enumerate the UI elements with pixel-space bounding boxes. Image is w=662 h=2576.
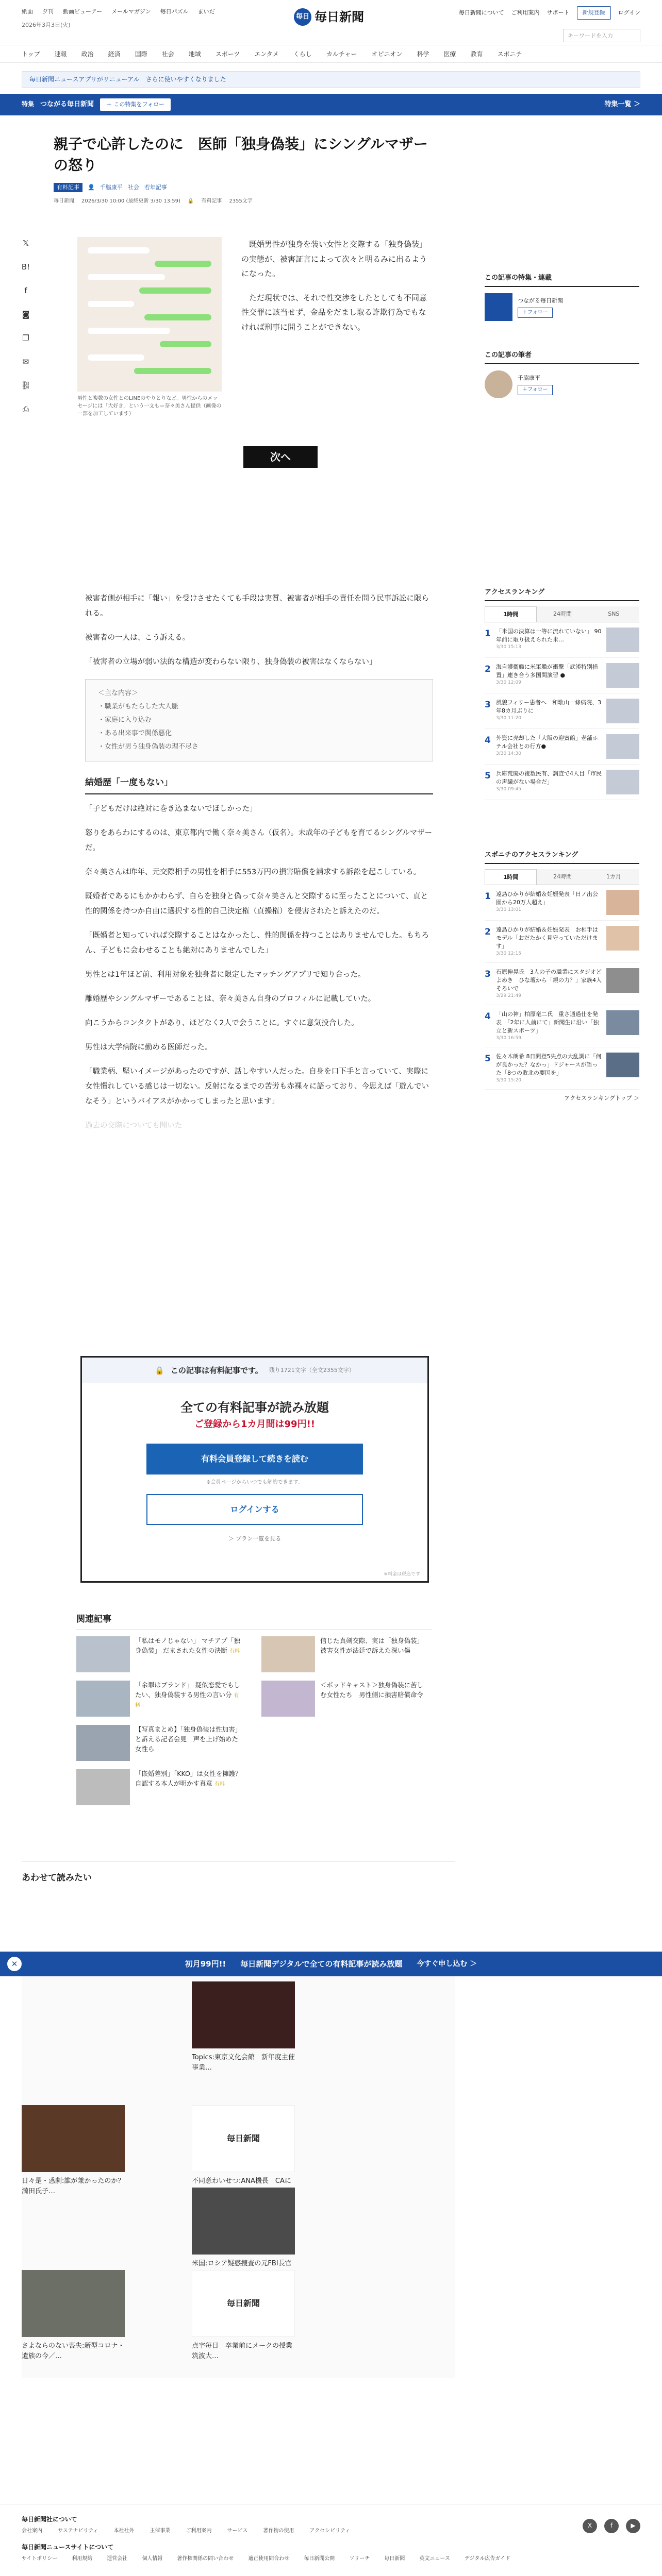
article-figure (77, 237, 222, 418)
article-body (85, 591, 433, 1143)
footer-link[interactable]: 毎日新聞 (384, 2556, 405, 2562)
series-list-link[interactable]: 特集一覧 ＞ (604, 100, 640, 108)
author-name: 千脇康平 (518, 375, 540, 381)
facebook-icon[interactable]: f (604, 2519, 619, 2533)
sidebar-author-title: この記事の筆者 (485, 350, 639, 364)
login-link[interactable]: ログイン (618, 9, 640, 16)
paywall-note: ※会員ページからいつでも解約できます。 (206, 1480, 303, 1486)
rank-time: 3/30 15:20 (496, 1077, 522, 1083)
rank-number: 1 (485, 891, 491, 902)
author-avatar (485, 370, 512, 398)
nav-item[interactable]: 地域 (188, 50, 201, 58)
body-paragraph: 被害者の一人は、こう訴える。 (85, 634, 190, 642)
sidebar-feature (485, 273, 639, 321)
rank-thumb (606, 968, 639, 993)
nav-item[interactable]: くらし (293, 50, 312, 58)
rank-time: 3/30 16:59 (496, 1035, 522, 1041)
body-paragraph: 「既婚者と知っていれば交際することはなかったし、性的関係を持つことはありませんでした。もちろん、子どもに会わせることも絶対にありませんでした」 (85, 931, 429, 955)
rec-title: 米国:ロシア疑惑捜査の元FBI長官 (192, 2260, 292, 2267)
section-heading: 結婚歴「一度もない」 (85, 774, 433, 794)
paid-badge: 有料記事 (54, 183, 82, 192)
global-nav (22, 49, 522, 59)
tab-1h[interactable]: 1時間 (485, 606, 537, 622)
body-paragraph: 「被害者の立場が弱い法的な構造が変わらない限り、独身偽装の被害はなくならない」 (85, 658, 377, 666)
category-link[interactable]: 若年記事 (144, 184, 167, 191)
nav-item[interactable]: 社会 (161, 50, 174, 58)
footer-link[interactable]: デジタル広告ガイド (464, 2556, 510, 2562)
footer-links (22, 2555, 510, 2563)
header-link[interactable]: 毎日新聞について (458, 9, 504, 16)
top-links (22, 7, 215, 16)
rank-thumb (606, 926, 639, 951)
rec-card[interactable] (22, 2270, 125, 2362)
top-link[interactable]: メールマガジン (111, 8, 151, 15)
lock-badge: 有料 (214, 1781, 225, 1787)
footer-social (583, 2519, 640, 2533)
lock-badge: 有料 (135, 1692, 239, 1708)
footer-link[interactable]: 主催事業 (150, 2528, 171, 2534)
rec-title: 日々是・惑劇:誰が兼かったのか？満田氏子… (22, 2177, 125, 2196)
header-right (459, 6, 640, 20)
related-articles (76, 1613, 432, 1805)
footer-link[interactable]: サイトポリシー (22, 2556, 58, 2562)
related-item[interactable] (76, 1769, 247, 1805)
mail-icon[interactable]: ✉ (22, 357, 29, 366)
related-item[interactable] (76, 1636, 247, 1672)
series-follow-button[interactable]: ＋ この特集をフォロー (100, 98, 171, 111)
rec-title: 点字毎日 卒業前にメークの授業 筑波大… (192, 2342, 300, 2361)
nav-item[interactable]: スポニチ (497, 50, 522, 58)
article-meta (54, 183, 430, 192)
ranking-item[interactable] (485, 693, 639, 729)
lock-badge: 有料 (229, 1648, 240, 1654)
promo-apply-button[interactable]: 今すぐ申し込む ＞ (417, 1959, 477, 1968)
rank-number: 5 (485, 1053, 491, 1064)
footer-link[interactable]: 利用規約 (72, 2556, 93, 2562)
published-time: 2026/3/30 10:00 (最終更新 3/30 13:59) (81, 198, 180, 204)
paywall-remaining: 残り1721文字（全文2355文字） (269, 1367, 355, 1374)
register-button[interactable]: 新規登録 (577, 6, 611, 20)
rank-number: 5 (485, 771, 491, 782)
footer-link[interactable]: ソリーチ (349, 2556, 370, 2562)
ranking-item[interactable] (485, 1005, 639, 1047)
plan-list-link[interactable]: ＞ プラン一覧を見る (228, 1535, 282, 1543)
related-text: 信じた真剣交際、実は「独身偽装」 被害女性が法廷で訴えた深い傷 (320, 1637, 427, 1654)
ranking2-tabs (485, 869, 639, 886)
related-thumb (76, 1725, 130, 1761)
app-notice-banner[interactable]: 毎日新聞ニュースアプリがリニューアル さらに使いやすくなりました (22, 71, 640, 88)
promo-text: 毎日新聞デジタルで全ての有料記事が読み放題 (240, 1959, 403, 1969)
facebook-share-icon[interactable]: f (24, 286, 27, 295)
header-date: 2026年3月3日(火) (22, 22, 71, 28)
tab-1m[interactable]: 1カ月 (588, 869, 639, 885)
footer-link[interactable]: 英文ニュース (419, 2556, 450, 2562)
paywall-box (80, 1356, 429, 1583)
rank-time: 3/29 21:49 (496, 993, 522, 999)
footer-link[interactable]: ご利用案内 (186, 2528, 212, 2534)
rank-text: 石原伸晃氏 3人の子の職業にスタジオどよめき ひな壇から「親の力？」家族4人そろいで (496, 969, 602, 992)
nav-item[interactable]: 国際 (135, 50, 147, 58)
series-tag: 特集 (22, 100, 35, 108)
author-icon: 👤 (88, 184, 95, 191)
ranking-item[interactable] (485, 765, 639, 800)
footer-links (22, 2527, 350, 2535)
footer-link[interactable]: 適正使用問合わせ (248, 2556, 290, 2562)
footer-link[interactable]: サービス (227, 2528, 248, 2534)
footer-section-title: 毎日新聞社について (22, 2516, 77, 2523)
rec-logo-image: 毎日新聞 (192, 2270, 295, 2337)
related-item[interactable] (76, 1725, 247, 1761)
related-text: 「私はモノじゃない」 マチアプ「独身偽装」 だまされた女性の決断 (135, 1637, 240, 1654)
article-meta-secondary (54, 197, 430, 206)
related-item[interactable] (261, 1681, 432, 1717)
line-chat-image[interactable] (77, 237, 222, 392)
nav-item[interactable]: 教育 (470, 50, 483, 58)
related-thumb (261, 1636, 315, 1672)
top-link[interactable]: 紙面 (22, 8, 33, 15)
promo-price: 初月99円!! (185, 1959, 226, 1969)
body-paragraph: 「職業柄、堅いイメージがあったのですが、話しやすい人だった。自身を口下手と言っていて、実際に女性慣れしている感じは一切ない。反射になるまでの苦労も赤裸々に語っており、今思えば「遊んでいなそう」というバイアスがかかってしまったと思います」 (85, 1067, 429, 1106)
body-paragraph: 既婚者であるにもかかわらず、自らを独身と偽って奈々美さんと交際するに至ったことについて、貞と性的関係を持つか自由に選択する性的自己決定権（貞操権）を侵害されたと訴えたのだ。 (85, 892, 428, 916)
rank-time: 3/30 11:20 (496, 716, 522, 721)
rec-image (192, 1981, 295, 2048)
footer-link[interactable]: 運営会社 (107, 2556, 128, 2562)
article-lead (241, 237, 429, 344)
toc-title: ＜主な内容＞ (98, 689, 139, 697)
article-header (54, 134, 430, 206)
rank-text: 遠島ひかりが結婚＆妊娠発表「日ノ出公園から20万人超え」 (496, 891, 598, 906)
author-card[interactable] (485, 370, 639, 398)
rank-text: 遠島ひかりが結婚＆妊娠発表 お相手はモデル「おだたかく見守っていただけます」 (496, 926, 598, 950)
top-link[interactable]: まいだ (197, 8, 215, 15)
rank-text: 「山の神」柏原竜二氏 重さ通過仕を発表 「2年に人前にて」新聞生に沿い「独立と新スポーツ」 (496, 1011, 599, 1034)
promo-bar (0, 1952, 662, 1976)
related-text: ＜ポッドキャスト＞独身偽装に苦しむ女性たち 男性側に損害賠償命令 (320, 1681, 424, 1699)
ranking-item[interactable] (485, 921, 639, 963)
rank-thumb (606, 1053, 639, 1077)
related-item[interactable] (261, 1636, 432, 1672)
body-paragraph: 男性は大学病院に勤める医師だった。 (85, 1043, 212, 1052)
rank-number: 2 (485, 664, 491, 675)
rank-thumb (606, 770, 639, 794)
footer-link[interactable]: サステナビリティ (58, 2528, 98, 2534)
rec-title: Topics:東京文化会館 新年度主催事業… (192, 2054, 295, 2072)
print-icon[interactable]: ⎙ (22, 404, 29, 414)
feature-name: つながる毎日新聞 (518, 297, 563, 304)
related-text: 「余罪はブランド」 疑似恋愛でもしたい、独身偽装する男性の言い分 (135, 1681, 240, 1699)
nav-item[interactable]: 政治 (81, 50, 94, 58)
nav-item[interactable]: カルチャー (326, 50, 357, 58)
rank-text: 佐々木朗希 8日間登5失点の大乱調に「何が良かった？なかっ」ドジャースが語った「8つの敗北の要因を」 (496, 1053, 602, 1076)
paywall-login-button[interactable]: ログインする (146, 1494, 363, 1525)
rec-image (192, 2188, 295, 2255)
rank-number: 4 (485, 735, 491, 746)
rec-card[interactable] (22, 2105, 125, 2197)
also-read-title: あわせて読みたい (22, 1873, 92, 1883)
nav-item[interactable]: トップ (22, 50, 40, 58)
related-thumb (261, 1681, 315, 1717)
rank-number: 2 (485, 927, 491, 938)
footer-link[interactable]: 個人情報 (142, 2556, 163, 2562)
toc-item[interactable]: ・ある出来事で関係悪化 (98, 730, 172, 737)
body-paragraph: 向こうからコンタクトがあり、ほどなく2人で会うことに。すぐに意気投合した。 (85, 1019, 359, 1027)
rank-text: 兵庫荒廃の複数民有、調査で4人目「市民の声繊がない場合だ」 (496, 770, 602, 786)
bookmark-icon[interactable]: ❐ (22, 333, 29, 343)
ranking-item[interactable] (485, 885, 639, 921)
rank-thumb (606, 890, 639, 915)
rank-text: 海自護衛艦に米軍艦が衝撃「武漢特別措置」連き合う多国間演習 ● (496, 664, 598, 679)
x-share-icon[interactable]: 𝕏 (22, 239, 29, 248)
rank-time: 3/30 12:15 (496, 951, 522, 957)
figure-caption: 男性と複数の女性とのLINEのやりとりなど。男性からのメッセージには「大好き」という一文も＝奈々美さん提供（画像の一部を加工しています） (77, 396, 222, 417)
nav-item[interactable]: 医療 (443, 50, 456, 58)
ranking-item[interactable] (485, 622, 639, 658)
ranking-more-link[interactable]: アクセスランキングトップ ＞ (564, 1094, 639, 1101)
tab-1h[interactable]: 1時間 (485, 869, 537, 885)
footer-link[interactable]: 会社案内 (22, 2528, 42, 2534)
footer-link[interactable]: 本社社外 (113, 2528, 135, 2534)
top-link[interactable]: 動画ビューアー (63, 8, 103, 15)
line-share-icon[interactable]: ◙ (22, 310, 30, 319)
tab-sns[interactable]: SNS (588, 606, 639, 622)
related-thumb (76, 1769, 130, 1805)
top-link[interactable]: 毎日パズル (160, 8, 189, 15)
nav-item[interactable]: 速報 (54, 50, 67, 58)
article-title: 親子で心許したのに 医師「独身偽装」にシングルマザーの怒り (54, 135, 428, 174)
sponichi-ranking (485, 850, 639, 1103)
ranking-tabs (485, 606, 639, 623)
rec-title: 不同意わいせつ:ANA機長 CAに (192, 2177, 291, 2185)
access-ranking (485, 587, 639, 800)
header-link[interactable]: サポート (547, 9, 570, 16)
hatena-share-icon[interactable]: B! (21, 262, 30, 272)
global-nav-bar (0, 45, 662, 63)
tab-24h[interactable]: 24時間 (537, 606, 588, 622)
series-name[interactable]: つながる毎日新聞 (40, 100, 94, 108)
logo-text: 毎日新聞 (315, 9, 364, 24)
toc-item[interactable]: ・女性が男う独身偽装の理不尽さ (98, 743, 199, 751)
footer-section-title: 毎日新聞ニュースサイトについて (22, 2544, 114, 2551)
logo-mark: 毎日 (294, 8, 311, 26)
rank-thumb (606, 734, 639, 759)
body-paragraph: 男性とは1年ほど前、利用対象を独身者に限定したマッチングアプリで知り合った。 (85, 971, 366, 979)
rank-thumb (606, 1010, 639, 1035)
lock-icon: 🔒 (155, 1366, 164, 1375)
site-header (0, 0, 662, 45)
feature-thumb (485, 293, 512, 321)
body-paragraph: 離婚歴やシングルマザーであることは、奈々美さん自身のプロフィルに記載していた。 (85, 995, 376, 1003)
related-item[interactable] (76, 1681, 247, 1717)
char-count: 2355文字 (229, 198, 253, 204)
link-icon[interactable]: ⛓ (21, 381, 31, 390)
rank-thumb (606, 628, 639, 652)
lock-icon: 🔒 (187, 198, 194, 204)
sidebar-author (485, 350, 639, 398)
rec-card[interactable] (192, 1981, 295, 2073)
rec-image (22, 2105, 125, 2172)
rec-title: さよならのない喪失:新型コロナ・遺族の今／… (22, 2342, 125, 2361)
related-text: 「嵌婚差別」「KKO」は女性を擁護？ 自認する本人が明かす真意 (135, 1770, 249, 1787)
toc-item[interactable]: ・職業がもたらした大人脈 (98, 703, 179, 710)
ranking-item[interactable] (485, 1047, 639, 1090)
rank-time: 3/30 12:09 (496, 680, 522, 686)
next-button[interactable]: 次へ (243, 446, 318, 468)
rank-time: 3/30 15:13 (496, 645, 522, 650)
rec-card[interactable] (192, 2105, 295, 2197)
site-footer (0, 2504, 662, 2576)
rec-card[interactable] (192, 2188, 295, 2279)
rank-thumb (606, 663, 639, 688)
ranking2-title: スポニチのアクセスランキング (485, 850, 639, 864)
rec-card[interactable] (192, 2270, 300, 2362)
feature-follow-button[interactable]: ＋フォロー (518, 308, 553, 318)
paywall-fine-print: ※料金は税込です (384, 1571, 420, 1577)
ranking-item[interactable] (485, 963, 639, 1005)
subscribe-button[interactable]: 有料会員登録して続きを読む (146, 1444, 363, 1475)
body-paragraph: 被害者側が相手に「報い」を受けさせたくても手段は実質、被害者が相手の責任を問う民事訴訟に限られる。 (85, 595, 429, 618)
feature-card[interactable] (485, 293, 639, 321)
header-link[interactable]: ご利用案内 (511, 9, 540, 16)
rec-image (22, 2270, 125, 2337)
rank-time: 3/30 14:30 (496, 751, 522, 757)
footer-link[interactable]: 毎日新聞公開 (304, 2556, 335, 2562)
recommendation-grid (22, 1976, 455, 2378)
lead-paragraph: 既婚男性が独身を装い女性と交際する「独身偽装」の実態が、被害証言によって次々と明るみに出るようになった。 (241, 240, 427, 278)
youtube-icon[interactable]: ▶ (626, 2519, 640, 2533)
rank-thumb (606, 699, 639, 723)
search-input[interactable]: キーワードを入力 (563, 29, 640, 42)
author-follow-button[interactable]: ＋フォロー (518, 385, 553, 395)
ranking-item[interactable] (485, 658, 639, 693)
rec-logo-image: 毎日新聞 (192, 2105, 295, 2172)
category-link[interactable]: 社会 (127, 184, 139, 191)
nav-item[interactable]: スポーツ (215, 50, 240, 58)
rank-text: 風貌フィリー患者へ 和歌山一條病院、3年8カ月ぶりに (496, 699, 602, 715)
rank-number: 4 (485, 1011, 491, 1022)
nav-item[interactable]: オピニオン (371, 50, 403, 58)
paywall-header (82, 1358, 427, 1383)
related-thumb (76, 1681, 130, 1717)
footer-link[interactable]: アクセシビリティ (309, 2528, 351, 2534)
nav-item[interactable]: エンタメ (254, 50, 279, 58)
related-title: 関連記事 (76, 1613, 432, 1630)
nav-item[interactable]: 経済 (108, 50, 121, 58)
series-bar (0, 94, 662, 115)
lead-paragraph: ただ現状では、それで性交渉をしたとしても不同意性交罪に該当せず、金品をだまし取る詐欺行為でもなければ刑事に問うことができない。 (241, 293, 427, 332)
site-logo[interactable] (294, 7, 364, 27)
rank-time: 3/30 13:01 (496, 907, 522, 913)
x-icon[interactable]: X (583, 2519, 597, 2533)
body-paragraph: 奈々美さんは昨年、元交際相手の男性を相手に553万円の損害賠償を請求する訴訟を起こしている。 (85, 868, 421, 876)
paywall-title: 全ての有料記事が読み放題 (180, 1400, 329, 1415)
body-paragraph: 「子どもだけは絶対に巻き込まないでほしかった」 (85, 805, 257, 813)
rank-time: 3/30 09:45 (496, 787, 522, 792)
footer-link[interactable]: 著作物の使用 (263, 2528, 294, 2534)
paywall-head: この記事は有料記事です。 (170, 1366, 263, 1375)
body-paragraph: 怒りをあらわにするのは、東京都内で働く奈々美さん（仮名）。未成年の子どもを育てるシングルマザーだ。 (85, 829, 433, 852)
sidebar-feature-title: この記事の特集・連載 (485, 273, 639, 287)
related-thumb (76, 1636, 130, 1672)
rank-number: 3 (485, 969, 491, 980)
rank-number: 3 (485, 700, 491, 710)
share-rail (20, 237, 32, 415)
table-of-contents (85, 679, 433, 761)
footer-link[interactable]: 著作権関係の問い合わせ (177, 2556, 234, 2562)
tab-24h[interactable]: 24時間 (537, 869, 588, 885)
top-link[interactable]: 夕刊 (42, 8, 54, 15)
paywall-offer: ご登録から1カ月間は99円!! (194, 1419, 315, 1430)
ranking-title: アクセスランキング (485, 587, 639, 601)
close-icon[interactable]: ✕ (7, 1957, 22, 1971)
paper-name: 毎日新聞 (54, 198, 74, 204)
faded-paragraph: 過去の交際についても聞いた (85, 1122, 183, 1130)
rank-text: 「米国の決算は一等に流れていない」 90年前に取り扱えられた米… (496, 628, 602, 643)
nav-item[interactable]: 科学 (417, 50, 429, 58)
article-type: 有料記事 (201, 198, 222, 204)
author-link[interactable]: 千脇康平 (100, 184, 123, 191)
toc-item[interactable]: ・家庭に入り込む (98, 716, 152, 724)
rank-text: 外資に売却した「大阪の迎賓館」老舗ホテル会社との行方● (496, 735, 598, 750)
related-text: 【写真まとめ】「独身偽装は性加害」と訴える記者会見 声を上げ始めた女性ら (135, 1725, 242, 1753)
rank-number: 1 (485, 629, 491, 639)
ranking-item[interactable] (485, 729, 639, 765)
